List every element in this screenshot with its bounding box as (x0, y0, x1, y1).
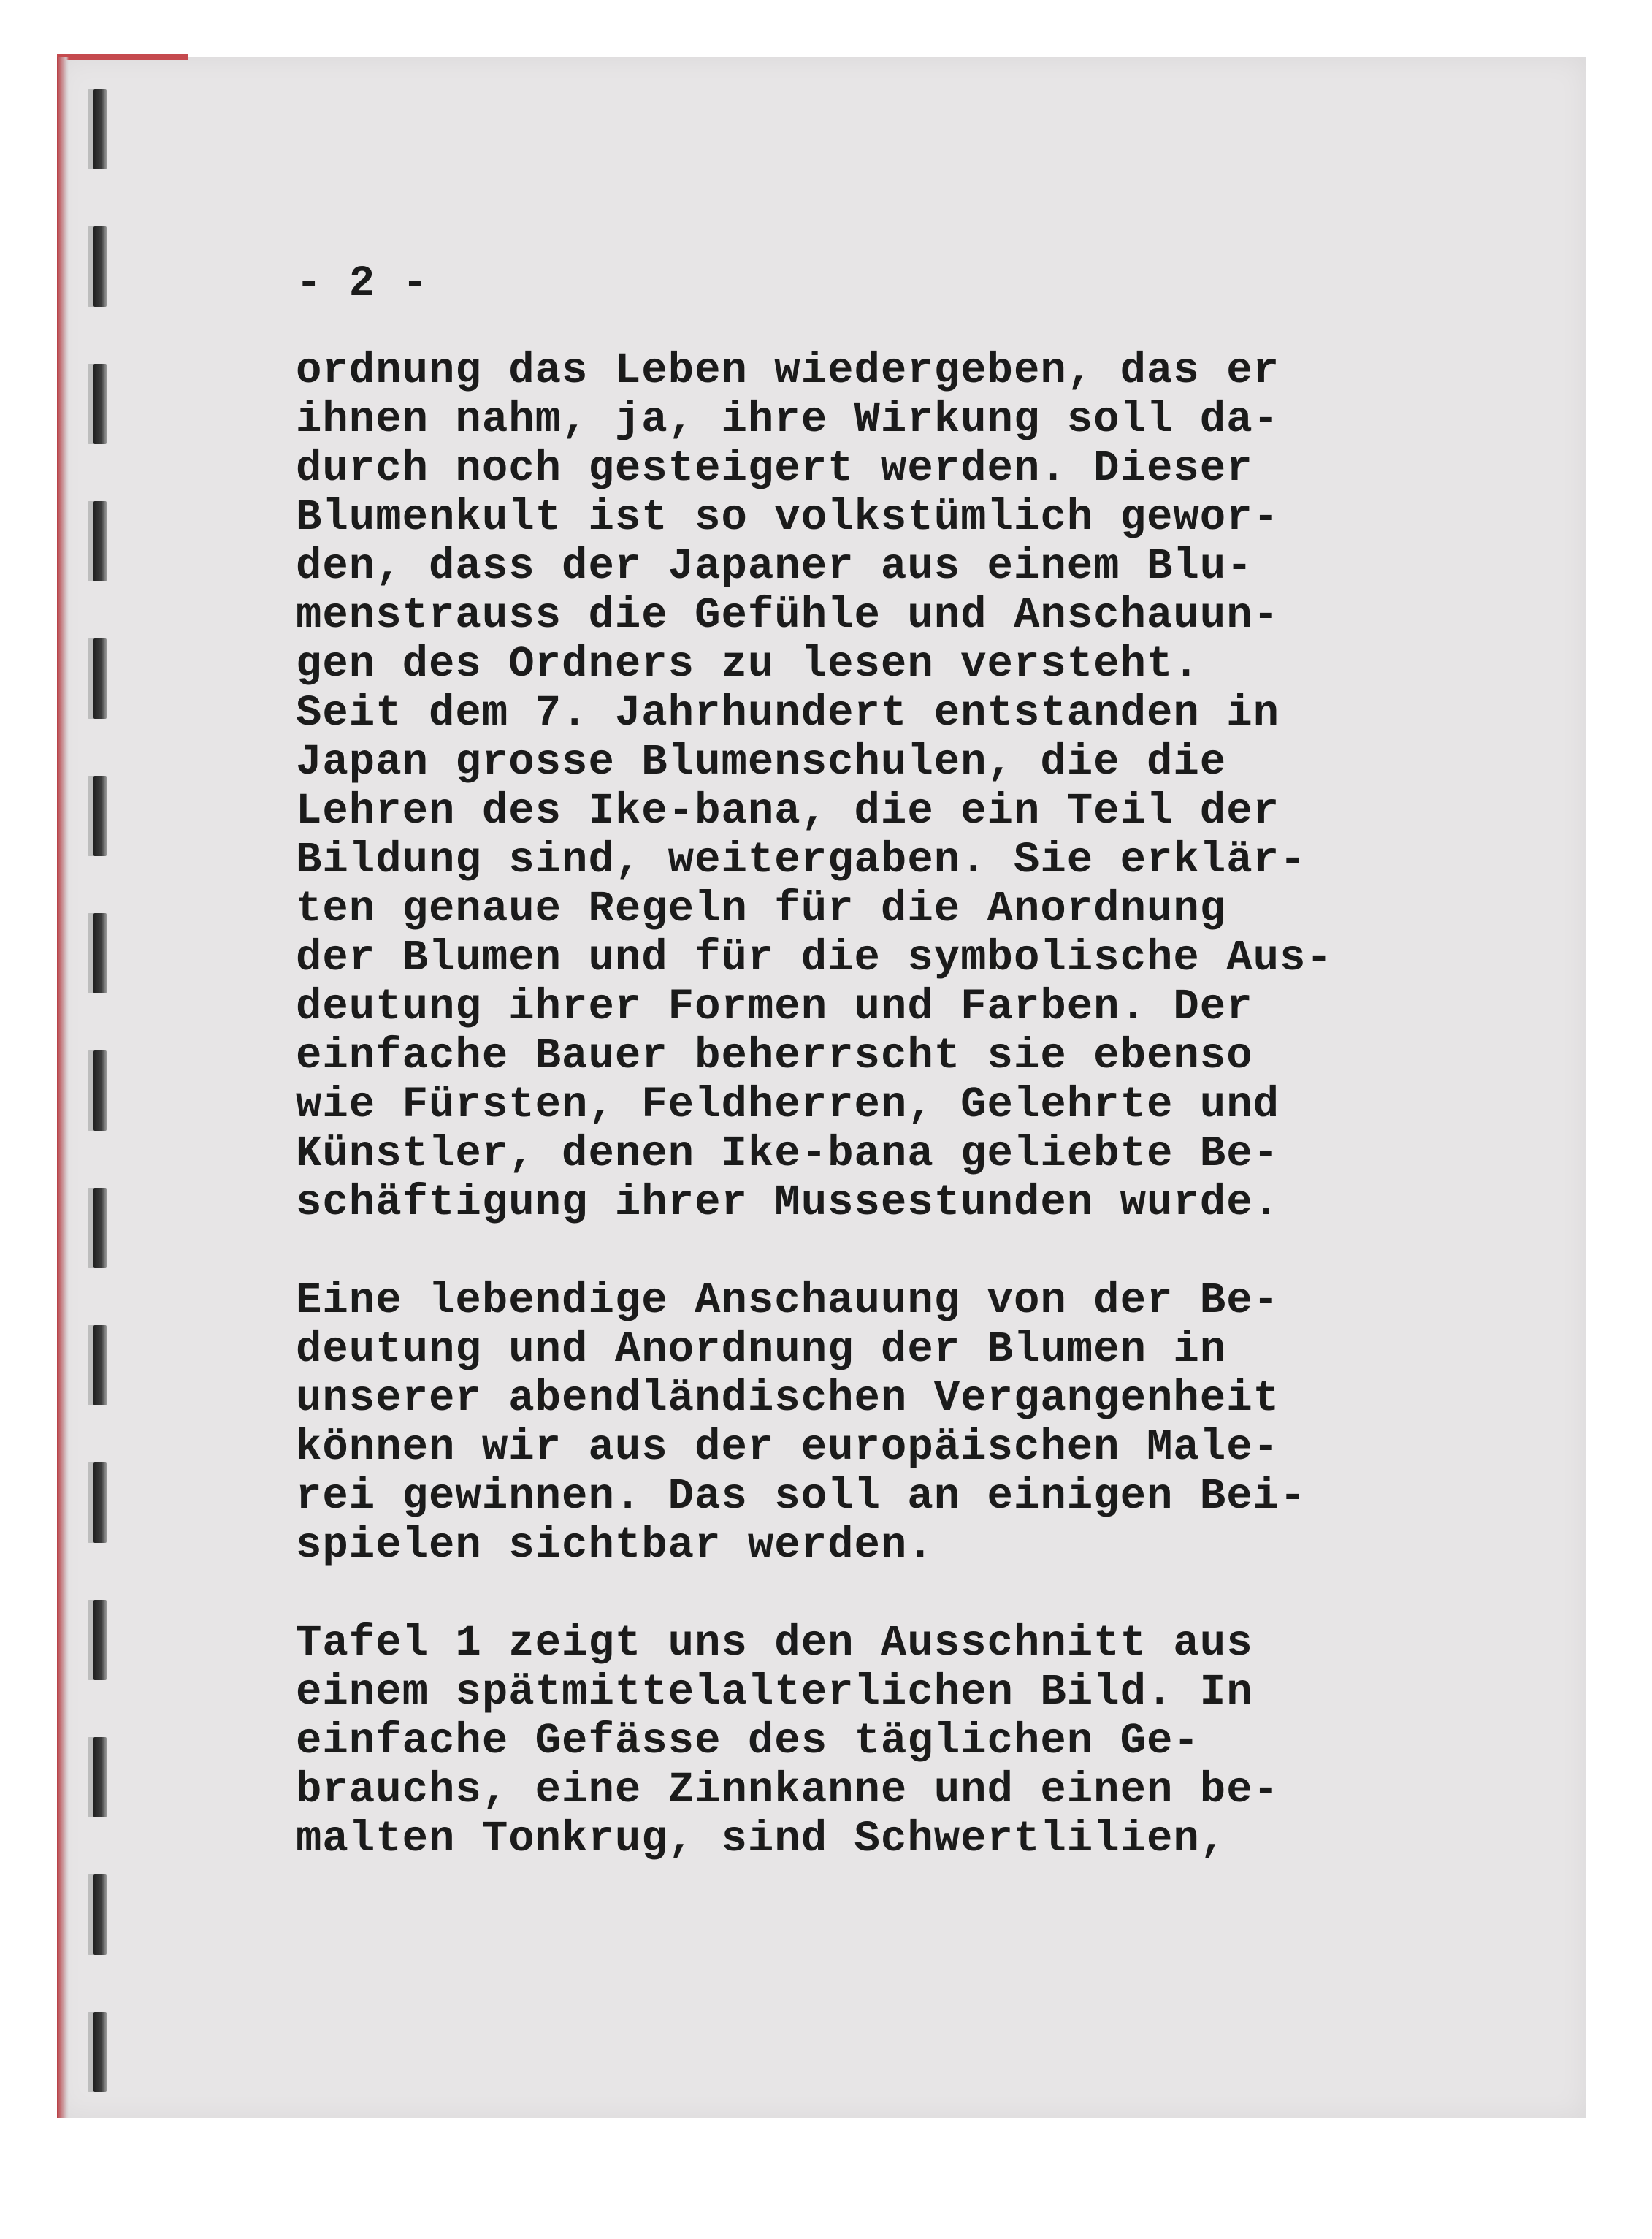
binding-hole (93, 913, 107, 993)
binding-hole (93, 638, 107, 719)
text-line: Lehren des Ike-bana, die ein Teil der (296, 787, 1280, 836)
binding-hole (93, 1462, 107, 1543)
text-line: Bildung sind, weitergaben. Sie erklär- (296, 836, 1307, 885)
text-line: ihnen nahm, ja, ihre Wirkung soll da- (296, 395, 1280, 444)
binding-hole (93, 501, 107, 581)
text-line: gen des Ordners zu lesen versteht. (296, 640, 1200, 689)
binding-hole (93, 1874, 107, 1955)
binding-hole (93, 2012, 107, 2092)
text-line: ten genaue Regeln für die Anordnung (296, 885, 1227, 934)
binding-red-edge-top (57, 54, 188, 60)
text-line: Seit dem 7. Jahrhundert entstanden in (296, 689, 1280, 738)
binding-hole (93, 1050, 107, 1131)
text-line: deutung und Anordnung der Blumen in (296, 1325, 1227, 1374)
spiral-binding (86, 80, 115, 2111)
text-line: menstrauss die Gefühle und Anschauun- (296, 591, 1280, 640)
text-line: Tafel 1 zeigt uns den Ausschnitt aus (296, 1619, 1253, 1668)
text-line: rei gewinnen. Das soll an einigen Bei- (296, 1472, 1307, 1521)
binding-hole (93, 226, 107, 307)
text-line: einfache Gefässe des täglichen Ge- (296, 1717, 1200, 1766)
text-line: wie Fürsten, Feldherren, Gelehrte und (296, 1080, 1280, 1129)
typewritten-page (296, 259, 1501, 1912)
text-line: unserer abendländischen Vergangenheit (296, 1374, 1280, 1423)
paragraph-european-painting (296, 1276, 1501, 1570)
page-number: - 2 - (296, 259, 429, 308)
binding-hole (93, 364, 107, 444)
text-line: können wir aus der europäischen Male- (296, 1423, 1280, 1472)
text-line: der Blumen und für die symbolische Aus- (296, 934, 1333, 983)
binding-hole (93, 1188, 107, 1268)
text-line: Eine lebendige Anschauung von der Be- (296, 1276, 1280, 1325)
text-line: einem spätmittelalterlichen Bild. In (296, 1668, 1253, 1717)
text-line: Künstler, denen Ike-bana geliebte Be- (296, 1129, 1280, 1178)
binding-hole (93, 1325, 107, 1405)
text-line: ordnung das Leben wiedergeben, das er (296, 346, 1280, 395)
paragraph-tafel-1 (296, 1619, 1501, 1864)
text-line: Blumenkult ist so volkstümlich gewor- (296, 493, 1280, 542)
text-line: spielen sichtbar werden. (296, 1521, 934, 1570)
text-line: deutung ihrer Formen und Farben. Der (296, 983, 1253, 1031)
text-line: Japan grosse Blumenschulen, die die (296, 738, 1227, 787)
paragraph-ikebana (296, 346, 1501, 1227)
text-line: malten Tonkrug, sind Schwertlilien, (296, 1815, 1227, 1864)
text-line: einfache Bauer beherrscht sie ebenso (296, 1031, 1253, 1080)
binding-hole (93, 89, 107, 169)
text-line: durch noch gesteigert werden. Dieser (296, 444, 1253, 493)
binding-red-edge-left (57, 57, 69, 2118)
binding-hole (93, 1737, 107, 1817)
binding-hole (93, 776, 107, 856)
text-line: brauchs, eine Zinnkanne und einen be- (296, 1766, 1280, 1815)
binding-hole (93, 1600, 107, 1680)
text-line: den, dass der Japaner aus einem Blu- (296, 542, 1253, 591)
text-line: schäftigung ihrer Mussestunden wurde. (296, 1178, 1280, 1227)
